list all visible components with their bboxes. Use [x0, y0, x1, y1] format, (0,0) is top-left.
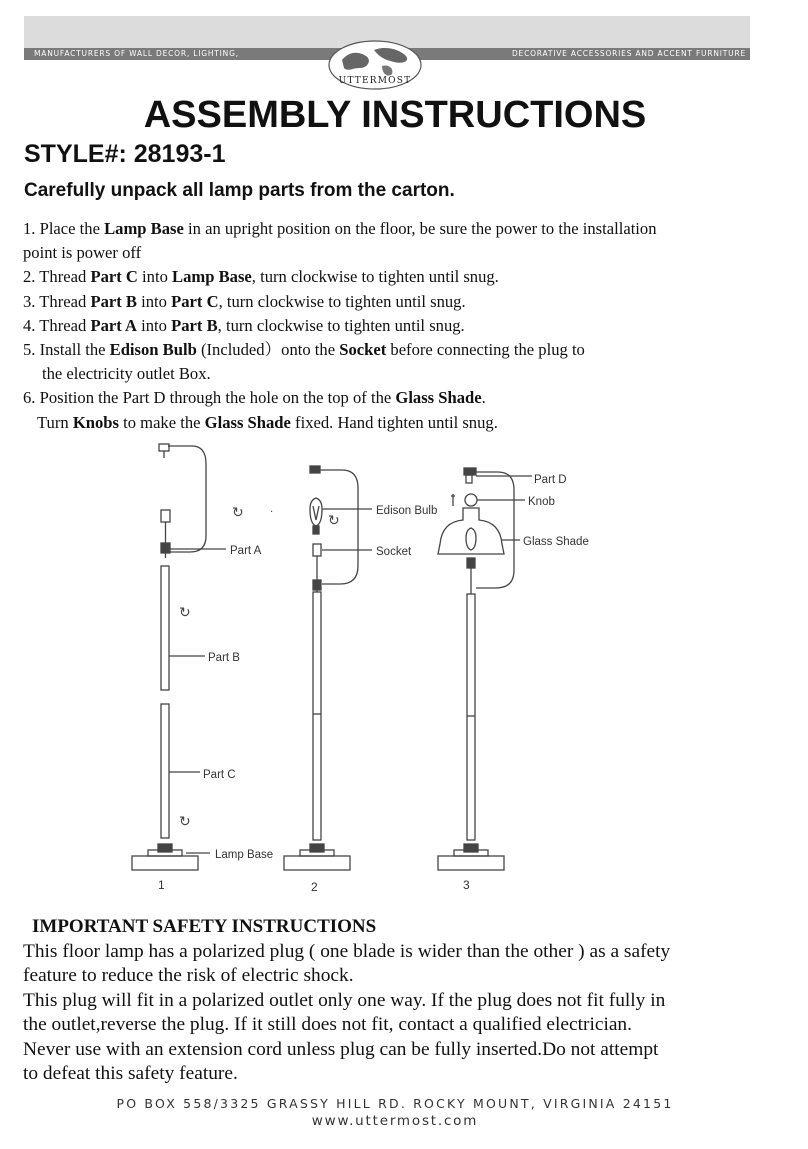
glass-shade-icon [438, 508, 504, 554]
part-a-joint [161, 543, 170, 553]
header-right-text: DECORATIVE ACCESSORIES AND ACCENT FURNITURE [511, 49, 746, 58]
step-6: 6. Position the Part D through the hole on the top of the Glass Shade. [23, 388, 486, 408]
label-knob: Knob [528, 496, 555, 508]
figure-number-1: 1 [158, 878, 165, 892]
label-part-c: Part C [203, 769, 236, 781]
part-c-rod [161, 704, 169, 838]
edison-bulb-icon [310, 498, 322, 526]
socket-block [313, 544, 321, 556]
assembly-diagram [120, 434, 640, 896]
lamp-base-stem [158, 844, 172, 852]
arm [476, 472, 514, 588]
rotation-arrow-icon: ↻ [328, 513, 340, 529]
label-part-d: Part D [534, 474, 567, 486]
safety-text [23, 940, 793, 1086]
figure-3-lamp-with-shade [438, 468, 589, 892]
label-part-a: Part A [230, 545, 262, 557]
part-a-socket-block [161, 510, 170, 522]
step-5: 5. Install the Edison Bulb (Included）onto the Socket before connecting the plug to [23, 340, 585, 360]
safety-line: Never use with an extension cord unless plug can be fully inserted.Do not attempt [23, 1038, 659, 1060]
part-a-arm [168, 446, 206, 552]
safety-line: the outlet,reverse the plug. If it still does not fit, contact a qualified electrician. [23, 1014, 632, 1036]
safety-line: This plug will fit in a polarized outlet only one way. If the plug does not fit fully in [23, 989, 666, 1011]
footer-address: PO BOX 558/3325 GRASSY HILL RD. ROCKY MOUNT, VIRGINIA 24151 [116, 1096, 674, 1111]
assembly-steps [23, 217, 783, 435]
part-a-top-fitting [159, 444, 169, 451]
part-d-fitting [466, 475, 472, 483]
step-6-continued: Turn Knobs to make the Glass Shade fixed. Hand tighten until snug. [37, 412, 498, 432]
style-number: STYLE#: 28193-1 [24, 140, 226, 168]
label-lamp-base: Lamp Base [215, 849, 274, 861]
rotation-arrow-icon: ↻ [179, 605, 191, 621]
step-5-continued: the electricity outlet Box. [42, 364, 211, 384]
label-socket: Socket [376, 546, 412, 558]
figure-number-2: 2 [311, 880, 318, 894]
step-1: 1. Place the Lamp Base in an upright position on the floor, be sure the power to the installation [23, 219, 657, 238]
page-title: ASSEMBLY INSTRUCTIONS [143, 94, 647, 136]
dot-mark: · [270, 507, 274, 518]
safety-line: This floor lamp has a polarized plug ( one blade is wider than the other ) as a safety [23, 941, 671, 962]
label-part-b: Part B [208, 652, 240, 664]
step-3: 3. Thread Part B into Part C, turn clockwise to tighten until snug. [23, 291, 466, 311]
safety-line: to defeat this safety feature. [23, 1063, 238, 1085]
figure-number-3: 3 [463, 878, 470, 892]
header-left-text: MANUFACTURERS OF WALL DECOR, LIGHTING, [34, 49, 239, 58]
brand-name: UTTERMOST [338, 76, 412, 86]
part-b-rod [161, 566, 169, 690]
figure-2-lamp-with-bulb [284, 466, 437, 894]
label-edison-bulb: Edison Bulb [376, 505, 438, 517]
intro-text: Carefully unpack all lamp parts from the carton. [24, 180, 455, 201]
safety-line: feature to reduce the risk of electric shock. [23, 965, 354, 987]
lamp-base-plate [132, 856, 198, 870]
safety-heading: IMPORTANT SAFETY INSTRUCTIONS [32, 916, 377, 937]
knob-icon [465, 494, 477, 506]
figure-1-exploded-lamp [132, 444, 273, 892]
step-1-continued: point is power off [23, 243, 142, 263]
footer-website: www.uttermost.com [311, 1113, 479, 1129]
label-glass-shade: Glass Shade [523, 536, 589, 548]
rotation-arrow-icon: ↻ [179, 814, 191, 830]
step-2: 2. Thread Part C into Lamp Base, turn clockwise to tighten until snug. [23, 267, 499, 287]
step-4: 4. Thread Part A into Part B, turn clockwise to tighten until snug. [23, 315, 465, 335]
rotation-arrow-icon: ↻ [232, 505, 244, 521]
